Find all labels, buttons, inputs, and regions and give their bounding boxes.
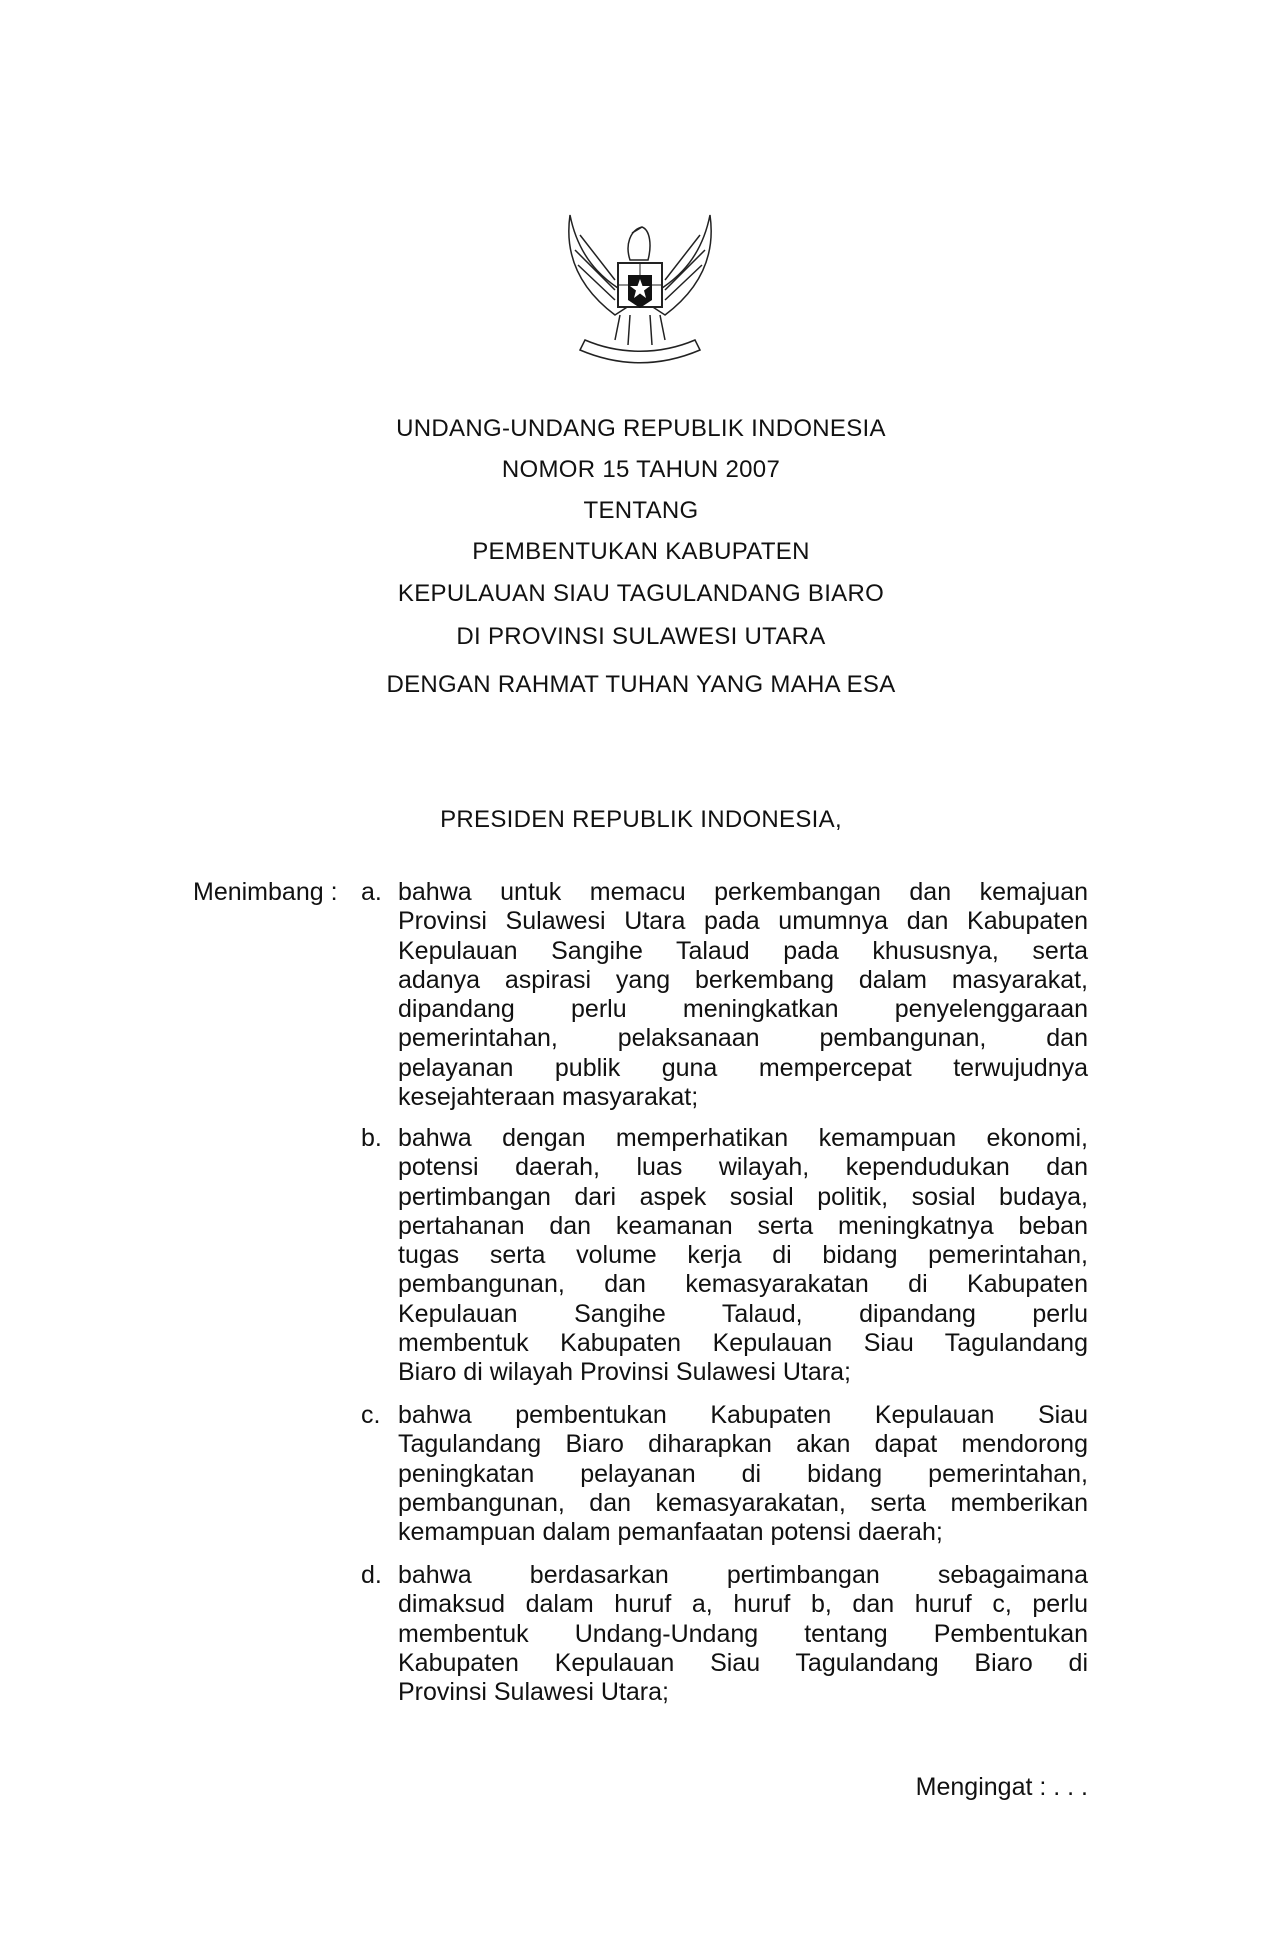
paragraph-line: pembangunan, dan kemasyarakatan, serta memberikan [398,1488,1088,1517]
paragraph-line: pelayanan publik guna mempercepat terwujudnya [398,1053,1088,1082]
paragraph-line: Tagulandang Biaro diharapkan akan dapat mendorong [398,1430,1088,1459]
paragraph-line: Kabupaten Kepulauan Siau Tagulandang Biaro di [398,1648,1088,1677]
title-line: UNDANG-UNDANG REPUBLIK INDONESIA [396,415,886,442]
title-line: NOMOR 15 TAHUN 2007 [501,456,781,483]
paragraph-line: kemampuan dalam pemanfaatan potensi daerah; [398,1518,943,1547]
title-line: KEPULAUAN SIAU TAGULANDANG BIARO [397,580,885,607]
item-letter: a. [361,878,382,906]
continuation-note: Mengingat : . . . [915,1773,1088,1801]
paragraph-line: kesejahteraan masyarakat; [398,1083,699,1112]
paragraph-line: pemerintahan, pelaksanaan pembangunan, dan [398,1024,1088,1053]
paragraph-line: membentuk Undang-Undang tentang Pembentukan [398,1619,1088,1648]
consideration-paragraph [398,1561,1088,1707]
consideration-paragraph [398,1124,1088,1388]
paragraph-line: pembangunan, dan kemasyarakatan di Kabupaten [398,1270,1088,1299]
paragraph-line: peningkatan pelayanan di bidang pemerintahan, [398,1459,1088,1488]
paragraph-line: bahwa pembentukan Kabupaten Kepulauan Siau [398,1401,1088,1429]
consideration-paragraph [398,1401,1088,1547]
paragraph-line: adanya aspirasi yang berkembang dalam masyarakat, [398,965,1088,994]
paragraph-line: dipandang perlu meningkatkan penyelenggaraan [398,995,1088,1024]
consideration-paragraph [398,878,1088,1112]
paragraph-line: Kepulauan Sangihe Talaud, dipandang perlu [398,1299,1088,1328]
paragraph-line: bahwa dengan memperhatikan kemampuan ekonomi, [398,1124,1088,1152]
paragraph-line: membentuk Kabupaten Kepulauan Siau Tagulandang [398,1329,1088,1358]
title-line: PEMBENTUKAN KABUPATEN [472,538,810,565]
paragraph-line: bahwa untuk memacu perkembangan dan kemajuan [398,878,1088,906]
paragraph-line: dimaksud dalam huruf a, huruf b, dan huruf c, perlu [398,1590,1088,1619]
president-heading: PRESIDEN REPUBLIK INDONESIA, [440,806,842,833]
paragraph-line: potensi daerah, luas wilayah, kependudukan dan [398,1153,1088,1182]
title-line: TENTANG [583,497,699,524]
paragraph-line: bahwa berdasarkan pertimbangan sebagaimana [398,1561,1088,1589]
paragraph-line: Kepulauan Sangihe Talaud pada khususnya, serta [398,936,1088,965]
garuda-emblem-icon [560,205,720,370]
paragraph-line: tugas serta volume kerja di bidang pemerintahan, [398,1241,1088,1270]
paragraph-line: pertahanan dan keamanan serta meningkatnya beban [398,1211,1088,1240]
paragraph-line: Provinsi Sulawesi Utara; [398,1678,669,1707]
item-letter: c. [361,1401,381,1429]
item-letter: d. [361,1561,382,1589]
paragraph-line: Provinsi Sulawesi Utara pada umumnya dan Kabupaten [398,907,1088,936]
invocation: DENGAN RAHMAT TUHAN YANG MAHA ESA [386,671,896,698]
title-line: DI PROVINSI SULAWESI UTARA [456,623,826,650]
item-letter: b. [361,1124,382,1152]
paragraph-line: Biaro di wilayah Provinsi Sulawesi Utara; [398,1358,851,1387]
paragraph-line: pertimbangan dari aspek sosial politik, sosial budaya, [398,1182,1088,1211]
menimbang-label: Menimbang : [193,878,338,906]
